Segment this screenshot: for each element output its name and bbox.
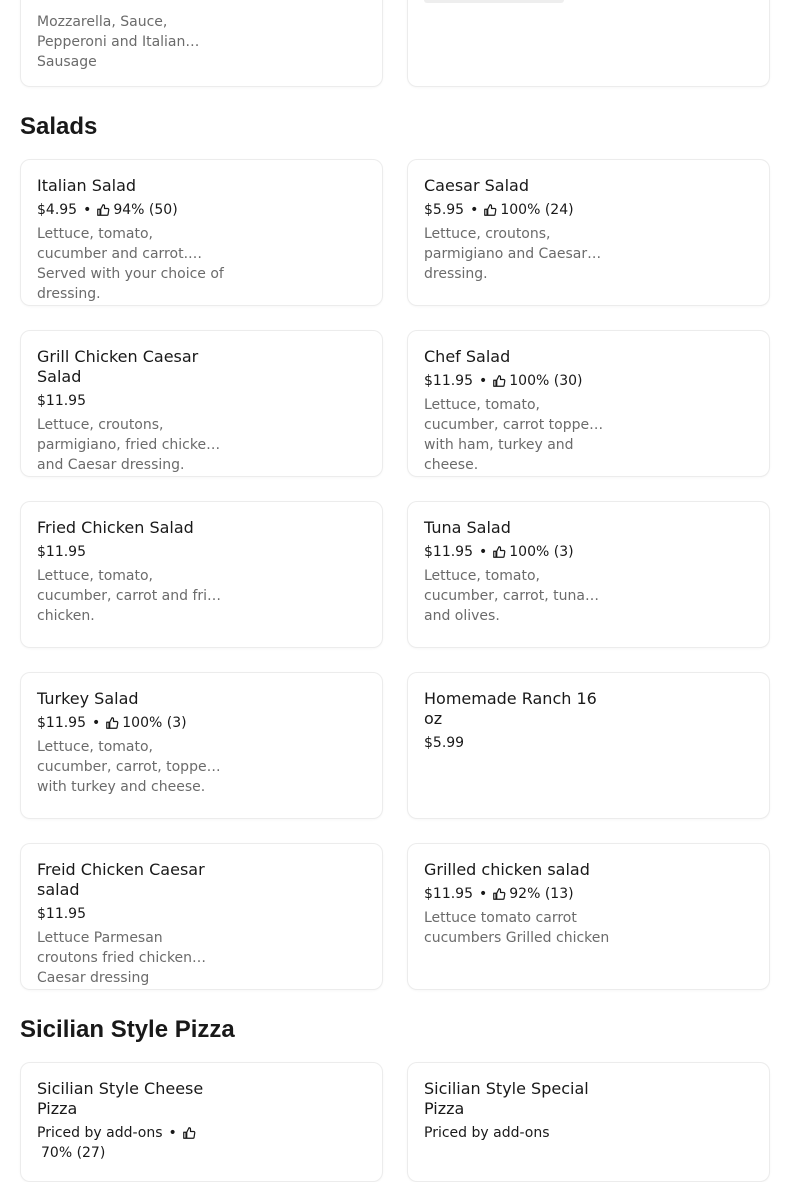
item-meta xyxy=(424,733,612,753)
item-description: Mozzarella, Sauce, Pepperoni and Italian Sausage xyxy=(37,14,186,70)
item-price: Priced by add-ons xyxy=(424,1125,550,1141)
item-description: Lettuce, croutons, parmigiano, fried chicken and Caesar dressing. xyxy=(37,417,215,473)
item-name: Homemade Ranch 16 oz xyxy=(424,689,597,728)
item-price: $11.95 xyxy=(37,715,86,731)
menu-item-card[interactable] xyxy=(20,159,383,306)
section-title-salads: Salads xyxy=(20,113,98,140)
item-name: Caesar Salad xyxy=(424,176,529,195)
item-name: Chef Salad xyxy=(424,347,511,366)
item-price: $11.95 xyxy=(37,906,86,922)
item-rating: 70% (27) xyxy=(41,1145,106,1161)
separator-dot: • xyxy=(479,544,488,560)
item-description: Lettuce, tomato, cucumber, carrot, tuna and olives. xyxy=(424,568,585,624)
item-price: $11.95 xyxy=(424,886,473,902)
thumbs-up-icon xyxy=(493,375,505,387)
item-meta xyxy=(37,904,225,924)
item-meta xyxy=(37,391,225,411)
item-description: Lettuce, tomato, cucumber and carrot. Served with your choice of dressing. xyxy=(37,226,224,302)
item-rating: 100% (30) xyxy=(509,373,583,389)
item-rating: 100% (3) xyxy=(509,544,574,560)
item-meta xyxy=(424,1123,612,1143)
separator-dot: • xyxy=(479,373,488,389)
menu-item-card[interactable] xyxy=(20,672,383,819)
thumbs-up-icon xyxy=(484,204,496,216)
item-price: Priced by add-ons xyxy=(37,1125,163,1141)
menu-item-card[interactable] xyxy=(20,843,383,990)
item-name: Freid Chicken Caesar salad xyxy=(37,860,205,899)
separator-dot: • xyxy=(168,1125,177,1141)
item-meta xyxy=(37,713,225,733)
item-price: $11.95 xyxy=(424,544,473,560)
item-meta xyxy=(37,200,225,220)
item-name: Grilled chicken salad xyxy=(424,860,590,879)
thumbs-up-icon xyxy=(97,204,109,216)
item-name: Italian Salad xyxy=(37,176,137,195)
item-price: $4.95 xyxy=(37,202,78,218)
separator-dot: • xyxy=(470,202,479,218)
menu-item-card[interactable] xyxy=(407,501,770,648)
item-price: $11.95 xyxy=(37,544,86,560)
item-rating: 100% (24) xyxy=(500,202,574,218)
item-description: Lettuce, tomato, cucumber, carrot topped with ham, turkey and cheese. xyxy=(424,397,599,473)
item-name: Tuna Salad xyxy=(424,518,511,537)
item-price: $11.95 xyxy=(37,393,86,409)
menu-item-card[interactable] xyxy=(407,330,770,477)
item-meta xyxy=(37,542,225,562)
menu-item-card[interactable] xyxy=(407,159,770,306)
item-price: $11.95 xyxy=(424,373,473,389)
menu-item-card[interactable] xyxy=(407,0,770,87)
item-description: Lettuce tomato carrot cucumbers Grilled chicken xyxy=(424,910,610,946)
menu-item-card[interactable] xyxy=(407,1062,770,1182)
menu-item-card[interactable] xyxy=(20,0,383,87)
item-description: Lettuce, tomato, cucumber, carrot and fried chicken. xyxy=(37,568,225,624)
item-name: Turkey Salad xyxy=(37,689,139,708)
item-rating: 94% (50) xyxy=(113,202,178,218)
placeholder-line xyxy=(424,0,564,3)
item-description: Lettuce, tomato, cucumber, carrot, topped with turkey and cheese. xyxy=(37,739,216,795)
item-meta xyxy=(424,542,612,562)
item-price: $5.95 xyxy=(424,202,465,218)
item-name: Grill Chicken Caesar Salad xyxy=(37,347,199,386)
thumbs-up-icon xyxy=(183,1127,195,1139)
menu-item-card[interactable] xyxy=(20,330,383,477)
item-price: $5.99 xyxy=(424,735,465,751)
section-title-sicilian-style-pizza: Sicilian Style Pizza xyxy=(20,1016,235,1043)
thumbs-up-icon xyxy=(493,546,505,558)
separator-dot: • xyxy=(83,202,92,218)
item-description: Lettuce, croutons, parmigiano and Caesar dressing. xyxy=(424,226,588,282)
separator-dot: • xyxy=(92,715,101,731)
item-meta xyxy=(37,1123,225,1163)
menu-item-card[interactable] xyxy=(20,1062,383,1182)
item-name: Fried Chicken Salad xyxy=(37,518,194,537)
item-rating: 100% (3) xyxy=(122,715,187,731)
item-name: Sicilian Style Special Pizza xyxy=(424,1079,589,1118)
separator-dot: • xyxy=(479,886,488,902)
menu-item-card[interactable] xyxy=(407,672,770,819)
menu-item-card[interactable] xyxy=(20,501,383,648)
menu-item-card[interactable] xyxy=(407,843,770,990)
item-name: Sicilian Style Cheese Pizza xyxy=(37,1079,204,1118)
item-meta xyxy=(424,371,612,391)
item-description: Lettuce Parmesan croutons fried chicken Caesar dressing xyxy=(37,930,193,986)
item-rating: 92% (13) xyxy=(509,886,574,902)
thumbs-up-icon xyxy=(493,888,505,900)
thumbs-up-icon xyxy=(106,717,118,729)
item-meta xyxy=(424,884,612,904)
item-meta xyxy=(424,200,612,220)
